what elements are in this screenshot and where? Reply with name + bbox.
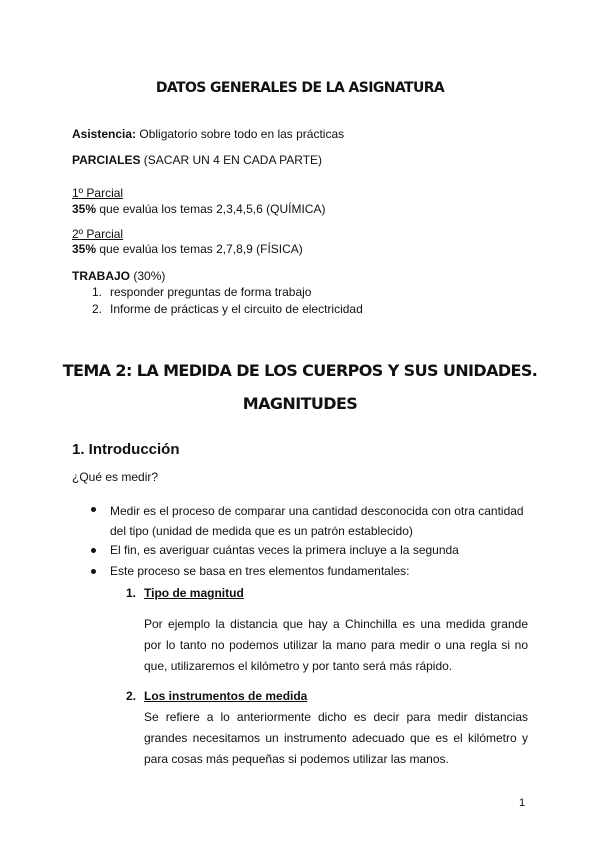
parciales-line	[72, 152, 322, 168]
parcial2-title: 2º Parcial	[72, 227, 124, 241]
bullet-dot-icon	[91, 548, 96, 553]
sub1-line: que, utilizaremos el kilómetro y por tanto será más rápido.	[144, 659, 453, 673]
trabajo-item-num: 2.	[92, 302, 103, 316]
trabajo-item-num: 1.	[92, 285, 103, 299]
asistencia-line	[72, 126, 344, 142]
trabajo-label: TRABAJO	[72, 269, 131, 283]
sub1-line: Por ejemplo la distancia que hay a Chinchilla es una medida grande	[144, 617, 528, 631]
sub2-num: 2.	[126, 689, 137, 703]
parcial1-pct: 35%	[72, 202, 97, 216]
general-title: DATOS GENERALES DE LA ASIGNATURA	[155, 80, 445, 96]
sub2-line: para cosas más pequeñas si podemos utilizar las manos.	[144, 752, 449, 766]
sub2-line: Se refiere a lo anteriormente dicho es decir para medir distancias	[144, 710, 528, 724]
sub1-line: por lo tanto no podemos utilizar la mano para medir o una regla si no	[144, 638, 528, 652]
parcial1-text: que evalúa los temas 2,3,4,5,6 (QUÍMICA)	[96, 202, 326, 216]
bullet-dot-icon	[91, 569, 96, 574]
sub1-num: 1.	[126, 586, 137, 600]
tema-title-line2: MAGNITUDES	[242, 394, 358, 413]
trabajo-text: (30%)	[130, 269, 166, 283]
parcial2-pct: 35%	[72, 242, 97, 256]
bullet-item: El fin, es averiguar cuántas veces la primera incluye a la segunda	[110, 543, 459, 557]
sub2-paragraph	[144, 707, 528, 770]
sub2-line: grandes necesitamos un instrumento adecuado que es el kilómetro y	[144, 731, 528, 745]
trabajo-line	[72, 268, 165, 284]
trabajo-item-text: Informe de prácticas y el circuito de electricidad	[110, 302, 363, 316]
bullet-dot-icon	[91, 507, 96, 512]
bullet-line: Medir es el proceso de comparar una cantidad desconocida con otra cantidad	[110, 504, 524, 518]
sub1-title: Tipo de magnitud	[144, 586, 244, 600]
sub2-title: Los instrumentos de medida	[144, 689, 308, 703]
sub1-paragraph	[144, 614, 528, 677]
asistencia-text: Obligatorio sobre todo en las prácticas	[136, 127, 345, 141]
parcial2-line	[72, 241, 303, 257]
bullet-item: Este proceso se basa en tres elementos fundamentales:	[110, 564, 410, 578]
parciales-label: PARCIALES	[72, 153, 141, 167]
trabajo-item-text: responder preguntas de forma trabajo	[110, 285, 312, 299]
section-heading: 1. Introducción	[72, 441, 180, 458]
parciales-text: (SACAR UN 4 EN CADA PARTE)	[140, 153, 323, 167]
parcial2-text: que evalúa los temas 2,7,8,9 (FÍSICA)	[96, 242, 303, 256]
parcial1-line	[72, 201, 325, 217]
parcial1-title: 1º Parcial	[72, 186, 124, 200]
bullet-item	[110, 501, 528, 541]
asistencia-label: Asistencia:	[72, 127, 137, 141]
page-number: 1	[519, 797, 526, 809]
bullet-line: del tipo (unidad de medida que es un patrón establecido)	[110, 524, 413, 538]
section-question: ¿Qué es medir?	[72, 470, 159, 484]
tema-title-line1: TEMA 2: LA MEDIDA DE LOS CUERPOS Y SUS UNIDADES.	[62, 361, 538, 380]
